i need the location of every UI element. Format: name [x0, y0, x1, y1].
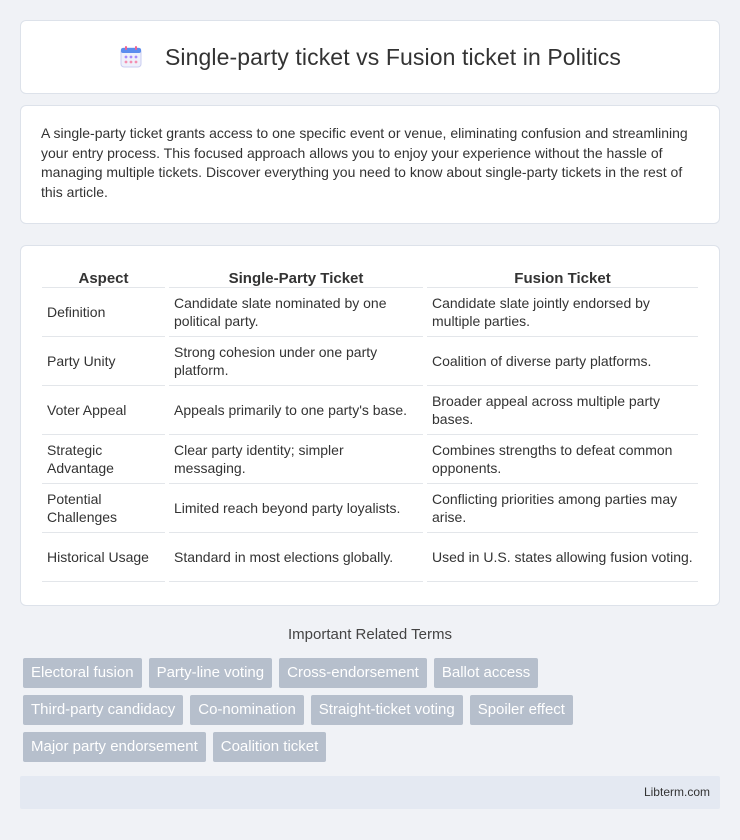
tag-row: [23, 732, 713, 762]
page-title: Single-party ticket vs Fusion ticket in Politics: [164, 43, 622, 70]
table-cell: Potential Challenges: [42, 484, 165, 533]
table-cell: Definition: [42, 288, 165, 337]
table-row: [42, 484, 698, 533]
table-cell: Limited reach beyond party loyalists.: [169, 484, 423, 533]
table-row: [42, 533, 698, 582]
table-cell: Broader appeal across multiple party bases.: [427, 386, 698, 435]
table-cell: Party Unity: [42, 337, 165, 386]
table-cell: Combines strengths to defeat common opponents.: [427, 435, 698, 484]
table-cell: Historical Usage: [42, 533, 165, 582]
table-cell: Candidate slate jointly endorsed by multiple parties.: [427, 288, 698, 337]
related-term-tag[interactable]: Coalition ticket: [213, 732, 327, 762]
related-term-tag[interactable]: Third-party candidacy: [23, 695, 183, 725]
table-row: [42, 435, 698, 484]
table-cell: Candidate slate nominated by one political party.: [169, 288, 423, 337]
table-cell: Appeals primarily to one party's base.: [169, 386, 423, 435]
table-row: [42, 337, 698, 386]
table-cell: Voter Appeal: [42, 386, 165, 435]
column-header-fusion: Fusion Ticket: [427, 266, 698, 288]
related-term-tag[interactable]: Cross-endorsement: [279, 658, 427, 688]
related-terms-title: Important Related Terms: [288, 626, 452, 643]
table-cell: Used in U.S. states allowing fusion voting.: [427, 533, 698, 582]
column-header-single-party: Single-Party Ticket: [169, 266, 423, 288]
related-terms-list: [23, 658, 713, 769]
column-header-aspect: Aspect: [42, 266, 165, 288]
comparison-card: [20, 245, 720, 606]
table-header-row: [42, 266, 698, 288]
intro-card: [20, 105, 720, 224]
table-cell: Strong cohesion under one party platform.: [169, 337, 423, 386]
comparison-table: [38, 266, 702, 582]
table-cell: Strategic Advantage: [42, 435, 165, 484]
table-cell: Clear party identity; simpler messaging.: [169, 435, 423, 484]
related-term-tag[interactable]: Party-line voting: [149, 658, 273, 688]
related-term-tag[interactable]: Electoral fusion: [23, 658, 142, 688]
intro-text: A single-party ticket grants access to one specific event or venue, eliminating confusion and streamlining your entry process. This focused approach allows you to enjoy your experience without the hassle of managing multiple tickets. Discover everything you need to know about single-party tickets in the rest of this article.: [41, 125, 688, 200]
table-cell: Standard in most elections globally.: [169, 533, 423, 582]
related-term-tag[interactable]: Co-nomination: [190, 695, 304, 725]
table-cell: Coalition of diverse party platforms.: [427, 337, 698, 386]
related-term-tag[interactable]: Spoiler effect: [470, 695, 573, 725]
header-card: [20, 20, 720, 94]
footer-site-link[interactable]: Libterm.com: [643, 785, 710, 799]
tag-row: [23, 658, 713, 688]
table-row: [42, 288, 698, 337]
related-term-tag[interactable]: Straight-ticket voting: [311, 695, 463, 725]
calendar-icon: [119, 45, 143, 69]
table-cell: Conflicting priorities among parties may arise.: [427, 484, 698, 533]
table-row: [42, 386, 698, 435]
related-term-tag[interactable]: Ballot access: [434, 658, 538, 688]
related-term-tag[interactable]: Major party endorsement: [23, 732, 206, 762]
footer: [20, 776, 720, 809]
tag-row: [23, 695, 713, 725]
